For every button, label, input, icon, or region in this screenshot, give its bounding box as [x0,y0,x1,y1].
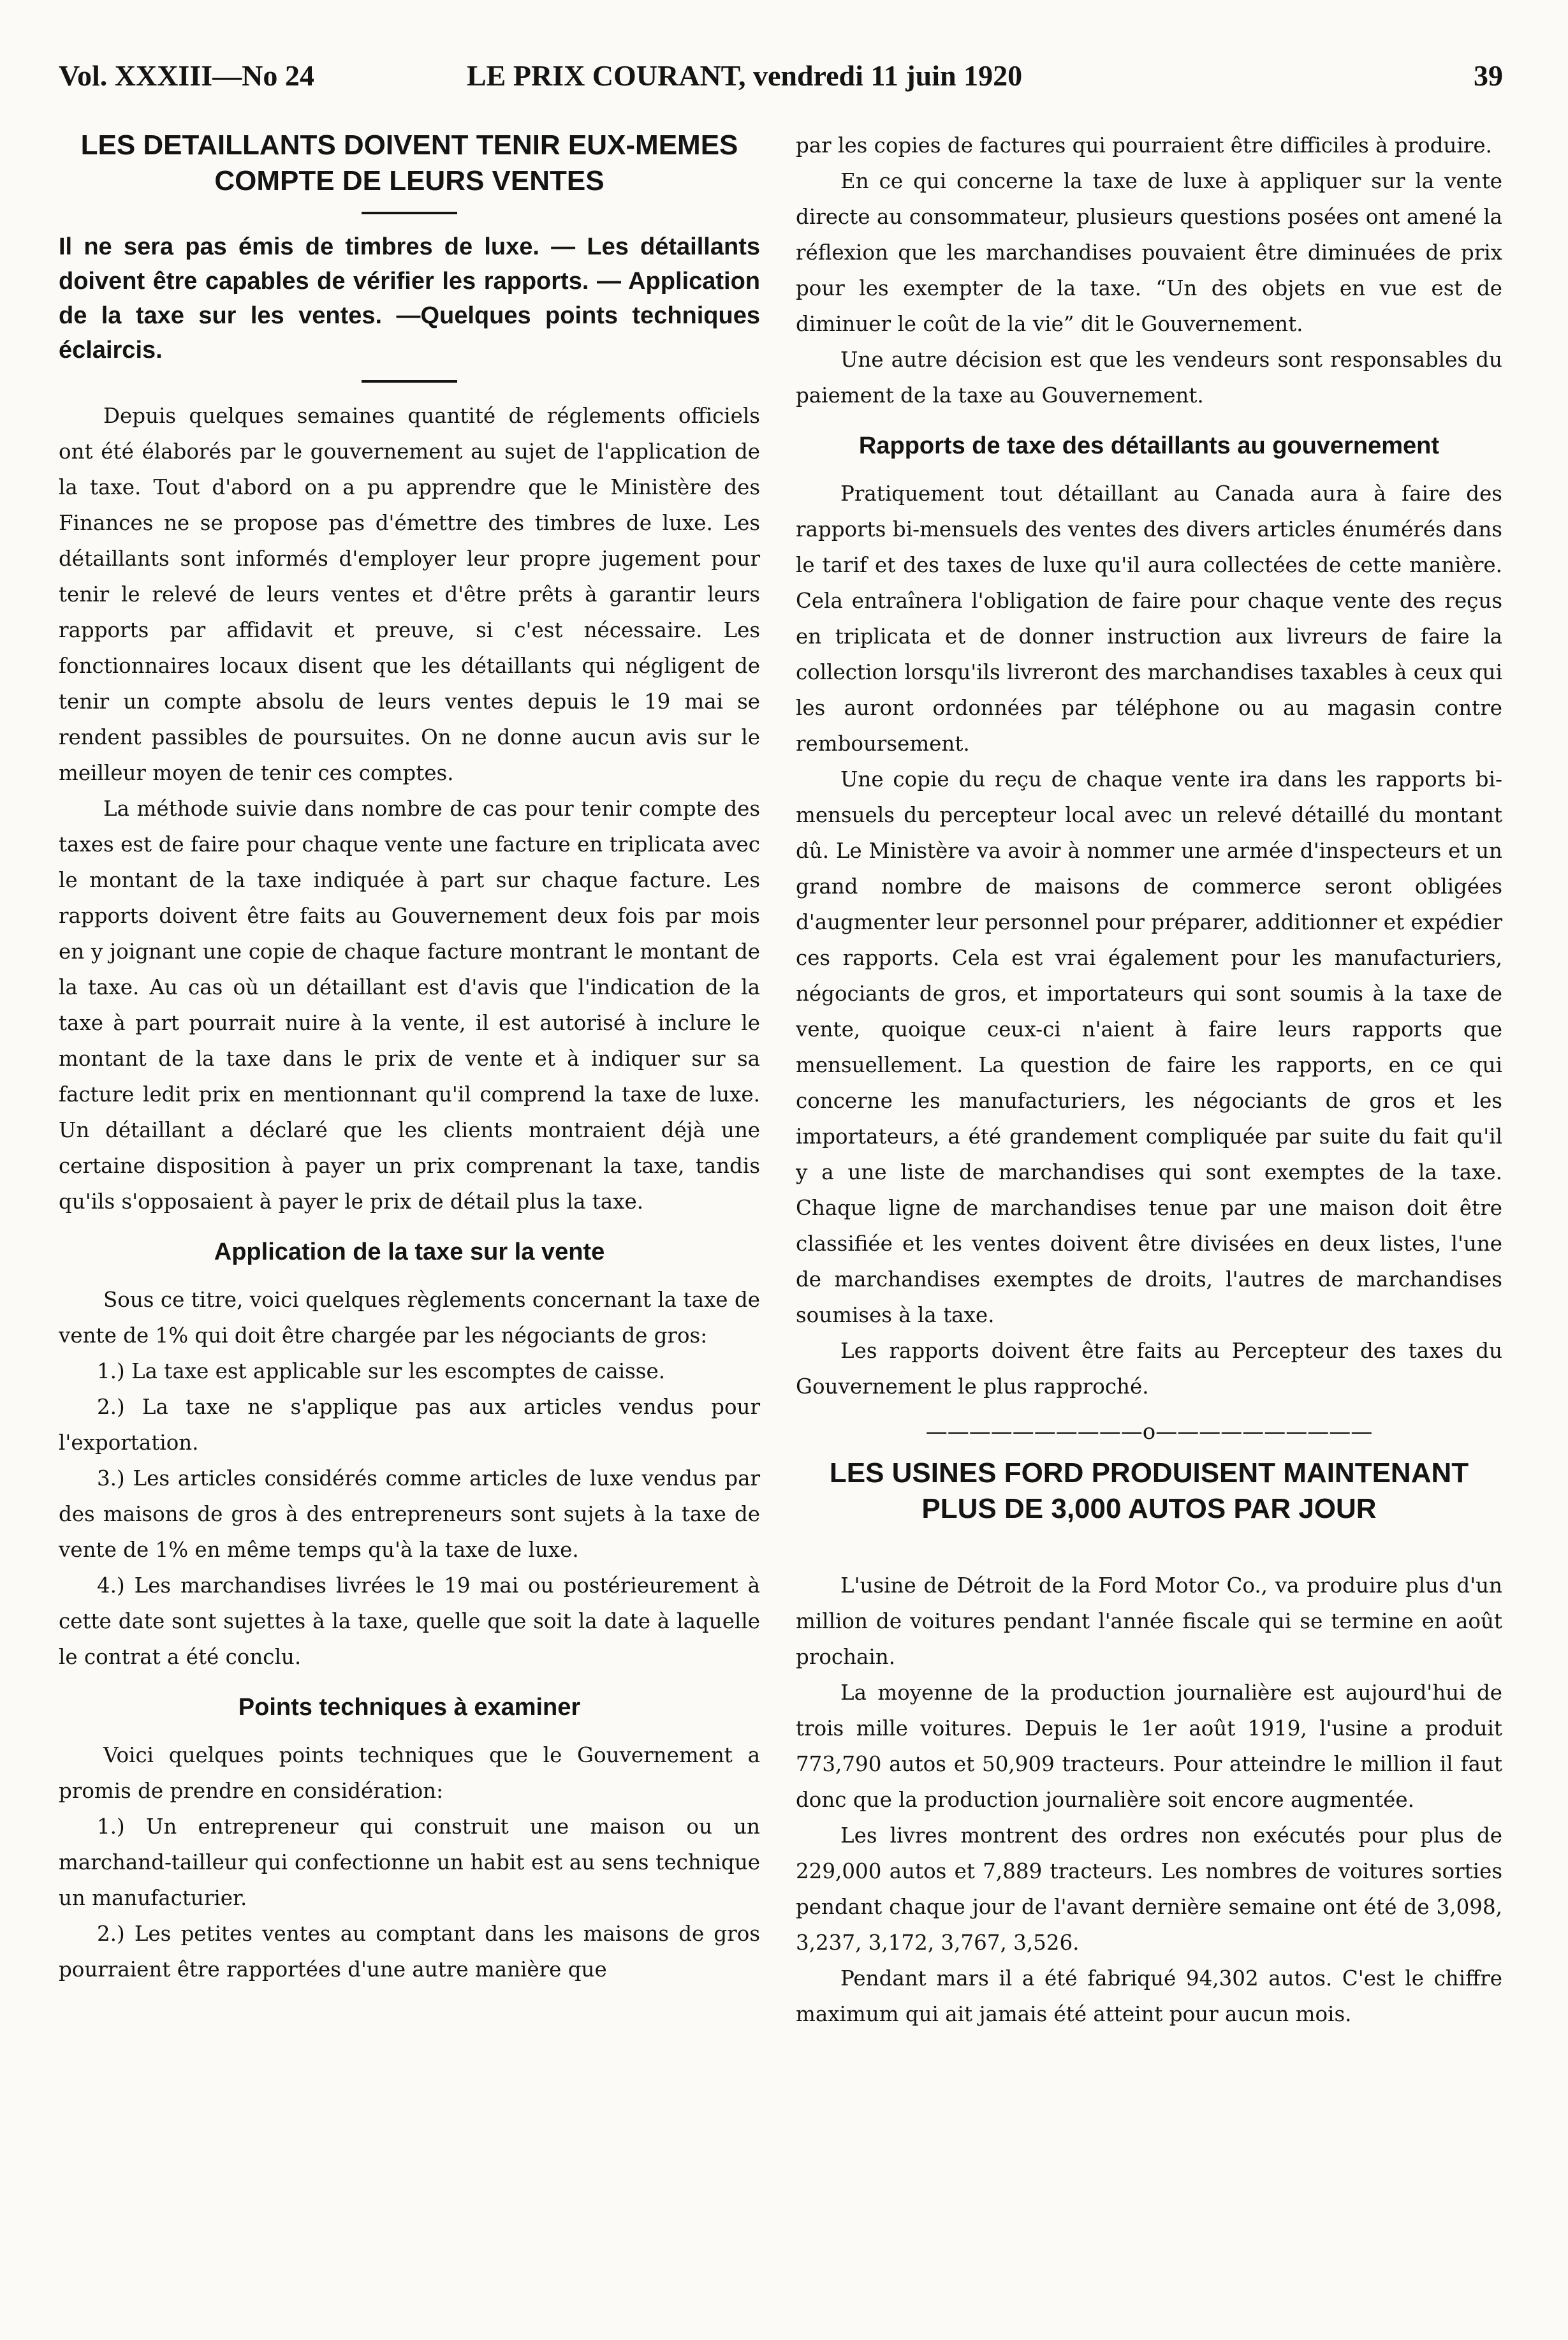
paragraph: Voici quelques points techniques que le Gouvernement a promis de prendre en considération: [59,1743,760,1803]
list-item: 1.) La taxe est applicable sur les escomptes de caisse. [97,1359,666,1383]
subheading: Application de la taxe sur la vente [214,1239,605,1265]
list-item: 3.) Les articles considérés comme articles de luxe vendus par des maisons de gros à des entrepreneurs sont sujets à la taxe de vente de 1% en même temps qu'à la taxe de luxe. [59,1466,760,1562]
article-deck: Il ne sera pas émis de timbres de luxe. — Les détaillants doivent être capables de vérifier les rapports. — Application de la taxe sur les ventes. —Quelques points techniques éclaircis. [59,233,760,364]
title-rule [362,212,457,214]
list-item: 1.) Un entrepreneur qui construit une maison ou un marchand-tailleur qui confectionne un habit est au sens technique un manufacturier. [59,1814,760,1910]
left-column [59,128,760,1987]
paragraph: Une autre décision est que les vendeurs sont responsables du paiement de la taxe au Gouvernement. [796,348,1502,408]
page-header [59,59,1503,110]
paragraph: Sous ce titre, voici quelques règlements concernant la taxe de vente de 1% qui doit être chargée par les négociants de gros: [59,1288,760,1348]
subheading: Points techniques à examiner [238,1694,581,1721]
right-column [796,128,1502,2032]
deck-rule [362,380,457,383]
paragraph: par les copies de factures qui pourraient être difficiles à produire. [796,133,1492,158]
list-item: 2.) La taxe ne s'applique pas aux articles vendus pour l'exportation. [59,1395,760,1455]
paragraph: L'usine de Détroit de la Ford Motor Co., va produire plus d'un million de voitures pendant l'année fiscale qui se termine en août prochain. [796,1573,1502,1669]
article-separator: ——————————o—————————— [925,1419,1373,1445]
article-title-ford: LES USINES FORD PRODUISENT MAINTENANT PLUS DE 3,000 AUTOS PAR JOUR [829,1457,1469,1524]
paragraph: Les livres montrent des ordres non exécutés pour plus de 229,000 autos et 7,889 tracteurs. Les nombres de voitures sorties pendant chaque jour de l'avant dernière semaine ont été de 3,098, 3,237, 3,172, 3,767, 3,526. [796,1823,1502,1955]
title-rule [1101,1540,1197,1552]
paragraph: La moyenne de la production journalière est aujourd'hui de trois mille voitures. Depuis le 1er août 1919, l'usine a produit 773,790 autos et 50,909 tracteurs. Pour atteindre le million il faut donc que la production journalière soit encore augmentée. [796,1681,1502,1812]
paragraph: La méthode suivie dans nombre de cas pour tenir compte des taxes est de faire pour chaque vente une facture en triplicata avec le montant de la taxe indiquée à part sur chaque facture. Les rapports doivent être faits au Gouvernement deux fois par mois en y joignant une copie de chaque facture montrant le montant de la taxe. Au cas où un détaillant est d'avis que l'indication de la taxe à part pourrait nuire à la vente, il est autorisé à inclure le montant de la taxe dans le prix de vente et à indiquer sur sa facture ledit prix en mentionnant qu'il comprend la taxe de luxe. Un détaillant a déclaré que les clients montraient déjà une certaine disposition à payer un prix comprenant la taxe, tandis qu'ils s'opposaient à payer le prix de détail plus la taxe. [59,797,760,1214]
subheading: Rapports de taxe des détaillants au gouvernement [858,432,1440,459]
paragraph: Les rapports doivent être faits au Percepteur des taxes du Gouvernement le plus rapproché. [796,1339,1502,1399]
paragraph: Pratiquement tout détaillant au Canada aura à faire des rapports bi-mensuels des ventes des divers articles énumérés dans le tarif et des taxes de luxe qu'il aura collectées de cette manière. Cela entraînera l'obligation de faire pour chaque vente des reçus en triplicata et de donner instruction aux livreurs de faire la collection lorsqu'ils livreront des marchandises taxables à ceux qui les auront ordonnées par téléphone ou au magasin contre remboursement. [796,482,1502,756]
paragraph: En ce qui concerne la taxe de luxe à appliquer sur la vente directe au consommateur, plusieurs questions posées ont amené la réflexion que les marchandises pouvaient être diminuées de prix pour les exempter de la taxe. “Un des objets en vue est de diminuer le coût de la vie” dit le Gouvernement. [796,169,1502,336]
paragraph: Depuis quelques semaines quantité de réglements officiels ont été élaborés par le gouvernement au sujet de l'application de la taxe. Tout d'abord on a pu apprendre que le Ministère des Finances ne se propose pas d'émettre des timbres de luxe. Les détaillants sont informés d'employer leur propre jugement pour tenir le relevé de leurs ventes et d'être prêts à garantir leurs rapports par affidavit et preuve, si c'est nécessaire. Les fonctionnaires locaux disent que les détaillants qui négligent de tenir un compte absolu de leurs ventes depuis le 19 mai se rendent passibles de poursuites. On ne donne aucun avis sur le meilleur moyen de tenir ces comptes. [59,404,760,785]
paragraph: Pendant mars il a été fabriqué 94,302 autos. C'est le chiffre maximum qui ait jamais été atteint pour aucun mois. [796,1966,1502,2026]
page-number: 39 [1474,59,1503,92]
volume-number: Vol. XXXIII—No 24 [59,59,314,92]
list-item: 4.) Les marchandises livrées le 19 mai ou postérieurement à cette date sont sujettes à la taxe, quelle que soit la date à laquelle le contrat a été conclu. [59,1573,760,1669]
article-title: LES DETAILLANTS DOIVENT TENIR EUX-MEMES COMPTE DE LEURS VENTES [80,129,738,196]
paragraph: Une copie du reçu de chaque vente ira dans les rapports bi-mensuels du percepteur local avec un relevé détaillé du montant dû. Le Ministère va avoir à nommer une armée d'inspecteurs et un grand nombre de maisons de commerce seront obligées d'augmenter leur personnel pour préparer, additionner et expédier ces rapports. Cela est vrai également pour les manufacturiers, négociants de gros, et importateurs qui sont soumis à la taxe de vente, quoique ceux-ci n'aient à faire leurs rapports que mensuellement. La question de faire les rapports, en ce qui concerne les manufacturiers, les négociants de gros et les importateurs, a été grandement compliquée par suite du fait qu'il y a une liste de marchandises qui sont exemptes de la taxe. Chaque ligne de marchandises tenue par une maison doit être classifiée et les ventes doivent être divisées en deux listes, l'une de marchandises exemptes de droits, l'autres de marchandises soumises à la taxe. [796,767,1502,1327]
publication-dateline: LE PRIX COURANT, vendredi 11 juin 1920 [467,59,1023,92]
list-item: 2.) Les petites ventes au comptant dans les maisons de gros pourraient être rapportées d'une autre manière que [59,1922,760,1982]
